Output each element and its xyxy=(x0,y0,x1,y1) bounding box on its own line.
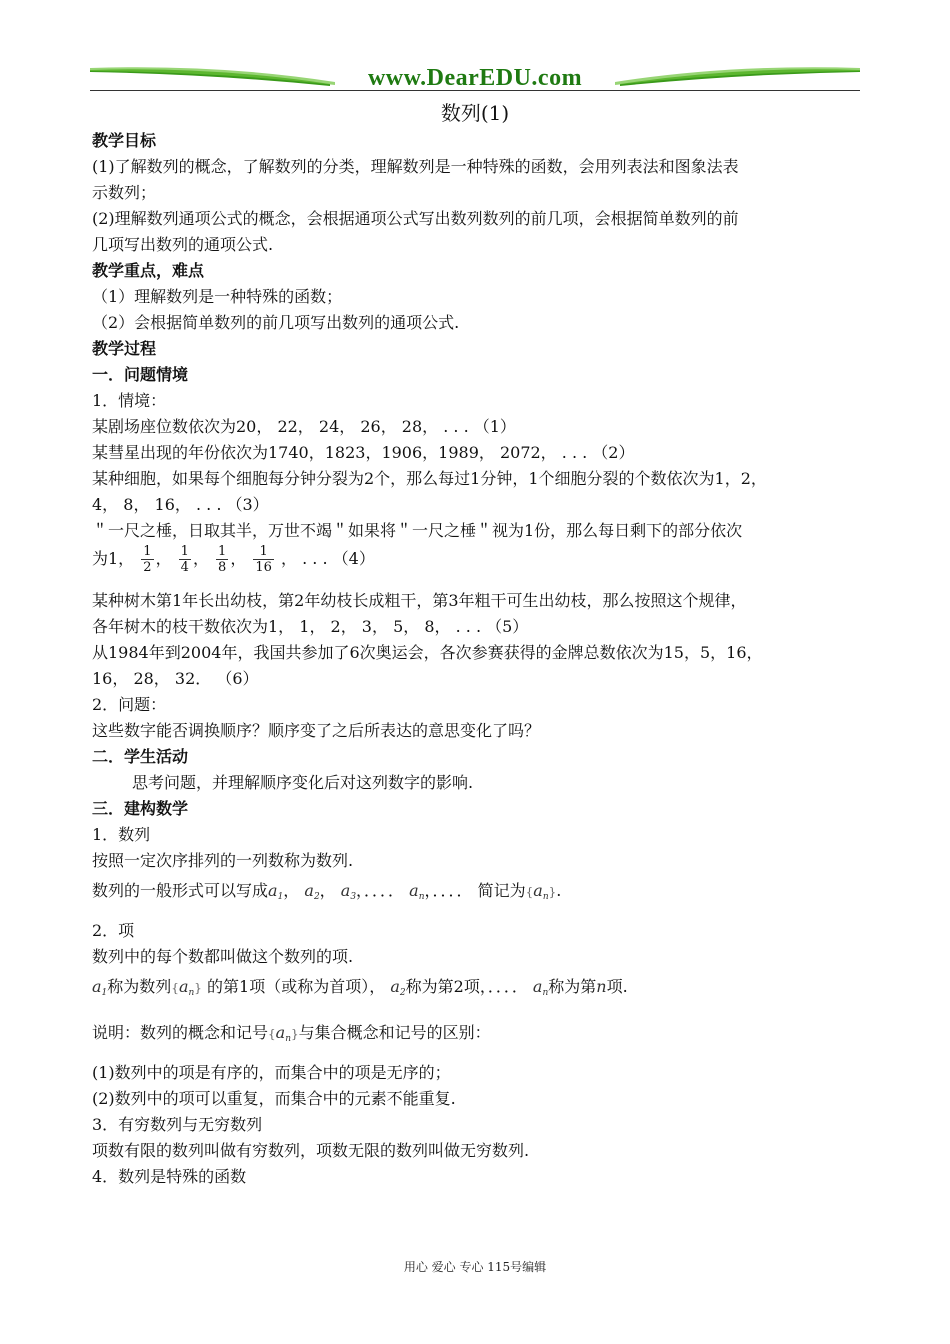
sequence-example-3-cont: 4， 8， 16， . . . （3） xyxy=(92,495,269,514)
sequence-example-1: 某剧场座位数依次为20， 22， 24， 26， 28， . . . （1） xyxy=(92,417,516,436)
math-var: a xyxy=(409,881,419,900)
math-a2 xyxy=(390,977,405,996)
page-title: 数列(1) xyxy=(440,101,510,125)
term-definition-line xyxy=(92,970,872,1004)
math-var: a xyxy=(533,881,543,900)
numerator: 1 xyxy=(218,544,227,559)
math-set-an xyxy=(171,977,202,996)
document-body xyxy=(92,128,872,1190)
paragraph-line: 按照一定次序排列的一列数称为数列. xyxy=(92,851,354,870)
brace: { xyxy=(171,981,179,995)
math-an xyxy=(409,881,424,900)
paragraph-line: (2)理解数列通项公式的概念，会根据通项公式写出数列数列的前几项，会根据简单数列的前 xyxy=(92,209,739,228)
math-sub: 1 xyxy=(277,892,284,902)
math-var: a xyxy=(178,977,189,996)
paragraph-line: 几项写出数列的通项公式. xyxy=(92,235,274,254)
text-span: ，．．．． xyxy=(424,881,473,900)
paragraph-line: 这些数字能否调换顺序？顺序变了之后所表达的意思变化了吗？ xyxy=(92,721,541,740)
sequence-example-5-cont: 各年树木的枝干数依次为1， 1， 2， 3， 5， 8， . . . （5） xyxy=(92,617,529,636)
paragraph-line: 示数列； xyxy=(92,183,157,202)
text-span: 项. xyxy=(606,977,628,996)
fraction-quarter xyxy=(179,544,191,575)
site-logo[interactable]: www.DearEDU.com xyxy=(367,65,583,91)
fraction-sixteenth xyxy=(253,544,274,575)
text-span: 数列的一般形式可以写成 xyxy=(92,881,269,900)
math-var: a xyxy=(340,881,351,900)
math-sub: n xyxy=(542,988,549,998)
paragraph-line: 2．问题： xyxy=(92,695,167,714)
page-footer: 用心 爱心 专心 115号编辑 xyxy=(403,1260,547,1274)
math-var: a xyxy=(390,977,400,996)
text-span: 项（或称为首项）， xyxy=(249,977,386,996)
denominator: 2 xyxy=(143,560,152,575)
denominator: 4 xyxy=(180,560,189,575)
paragraph-line: 3．有穷数列与无穷数列 xyxy=(92,1115,263,1134)
paragraph-line: 项数有限的数列叫做有穷数列，项数无限的数列叫做无穷数列. xyxy=(92,1141,530,1160)
math-var: a xyxy=(92,977,102,996)
denominator: 8 xyxy=(218,560,227,575)
sequence-example-6-cont: 16， 28， 32． （6） xyxy=(92,669,259,688)
math-sub: 3 xyxy=(350,892,357,902)
fraction-eighth xyxy=(216,544,228,575)
sequence-example-4: ＂一尺之棰，日取其半，万世不竭＂如果将＂一尺之棰＂视为1份，那么每日剩下的部分依次 xyxy=(92,521,743,540)
spacer xyxy=(92,908,872,918)
brace: { xyxy=(525,885,534,899)
paragraph-line: （1）理解数列是一种特殊的函数； xyxy=(92,287,343,306)
math-a2 xyxy=(304,881,319,900)
paragraph-line: (2)数列中的项可以重复，而集合中的元素不能重复. xyxy=(92,1089,456,1108)
text-span: 称为第 xyxy=(405,977,454,996)
text-span: 项，．．．． xyxy=(463,977,528,996)
numerator: 1 xyxy=(253,544,274,560)
math-var: a xyxy=(275,1023,286,1042)
text-span: ，．．．． xyxy=(356,881,405,900)
math-sub: 1 xyxy=(101,988,108,998)
heading-section-1: 一．问题情境 xyxy=(92,365,189,384)
heading-key-points: 教学重点，难点 xyxy=(92,261,205,280)
math-sub: n xyxy=(542,892,549,902)
math-a1 xyxy=(92,977,107,996)
fraction-suffix: ， . . . （4） xyxy=(281,549,375,568)
sequence-example-5: 某种树木第1年长出幼枝，第2年幼枝长成粗干，第3年粗干可生出幼枝，那么按照这个规律， xyxy=(92,591,747,610)
sequence-example-6: 从1984年到2004年，我国共参加了6次奥运会，各次参赛获得的金牌总数依次为15，5，16， xyxy=(92,643,763,662)
spacer xyxy=(92,1050,872,1060)
numerator: 1 xyxy=(143,544,152,559)
math-a1 xyxy=(268,881,283,900)
sequence-example-2: 某彗星出现的年份依次为1740，1823，1906，1989， 2072， . . . （2） xyxy=(92,443,635,462)
math-sub: n xyxy=(285,1034,291,1044)
fraction-prefix: 为1， xyxy=(92,549,135,568)
math-var: a xyxy=(532,977,543,996)
text-span: 1 xyxy=(239,977,250,996)
paragraph-line: 1．情境： xyxy=(92,391,167,410)
paragraph-line: 2．项 xyxy=(92,921,135,940)
paragraph-line: (1)数列中的项是有序的，而集合中的项是无序的； xyxy=(92,1063,451,1082)
math-sub: 2 xyxy=(313,892,320,902)
math-an xyxy=(533,977,548,996)
heading-section-2: 二．学生活动 xyxy=(92,747,189,766)
paragraph-line: 1．数列 xyxy=(92,825,151,844)
heading-process: 教学过程 xyxy=(92,339,157,358)
heading-objectives: 教学目标 xyxy=(92,131,157,150)
text-span: 称为数列 xyxy=(107,977,172,996)
math-var: a xyxy=(304,881,314,900)
text-span: 说明：数列的概念和记号 xyxy=(92,1023,269,1042)
paragraph-line: 数列中的每个数都叫做这个数列的项. xyxy=(92,947,354,966)
paragraph-line: 思考问题，并理解顺序变化后对这列数字的影响. xyxy=(132,773,474,792)
math-var: a xyxy=(268,881,278,900)
heading-section-3: 三．建构数学 xyxy=(92,799,189,818)
general-form-line: 数列的一般形式可以写成$a_1$， $a_2$， $a_3$，．．．． $a_n$，．．．． 简记为$\{a_n\}$. xyxy=(92,881,562,902)
fraction-half xyxy=(141,544,153,575)
text-span: 与集合概念和记号的区别： xyxy=(298,1023,491,1042)
paragraph-line: (1)了解数列的概念，了解数列的分类，理解数列是一种特殊的函数，会用列表法和图象法表 xyxy=(92,157,739,176)
text-span: 2 xyxy=(453,977,464,996)
paragraph-line: 4．数列是特殊的函数 xyxy=(92,1167,247,1186)
brace: } xyxy=(291,1027,299,1041)
spacer xyxy=(92,1004,872,1016)
math-sub: n xyxy=(188,988,195,998)
denominator: 16 xyxy=(255,560,272,575)
brace: } xyxy=(548,885,557,899)
text-span: 简记为 xyxy=(477,881,526,900)
sequence-example-3: 某种细胞，如果每个细胞每分钟分裂为2个，那么每过1分钟，1个细胞分裂的个数依次为1，2， xyxy=(92,469,767,488)
math-sub: n xyxy=(418,892,425,902)
math-sub: 2 xyxy=(399,988,406,998)
brace: { xyxy=(268,1027,276,1041)
header-rule xyxy=(90,90,860,91)
brace: } xyxy=(194,981,202,995)
math-set-an xyxy=(526,881,557,900)
sequence-example-4-fractions: 为1， $\frac{1}{2}$ ， $\frac{1}{4}$ ， $\frac{1}{8}$ ， $\frac{1}{16}$ ， . . . （4） xyxy=(92,544,375,575)
text-span: 的第 xyxy=(207,977,240,996)
math-set-an xyxy=(268,1023,299,1042)
math-var: n xyxy=(596,977,607,996)
text-span: 称为第 xyxy=(548,977,597,996)
notation-note-line xyxy=(92,1016,872,1050)
numerator: 1 xyxy=(180,544,189,559)
math-a3 xyxy=(341,881,356,900)
paragraph-line: （2）会根据简单数列的前几项写出数列的通项公式. xyxy=(92,313,460,332)
